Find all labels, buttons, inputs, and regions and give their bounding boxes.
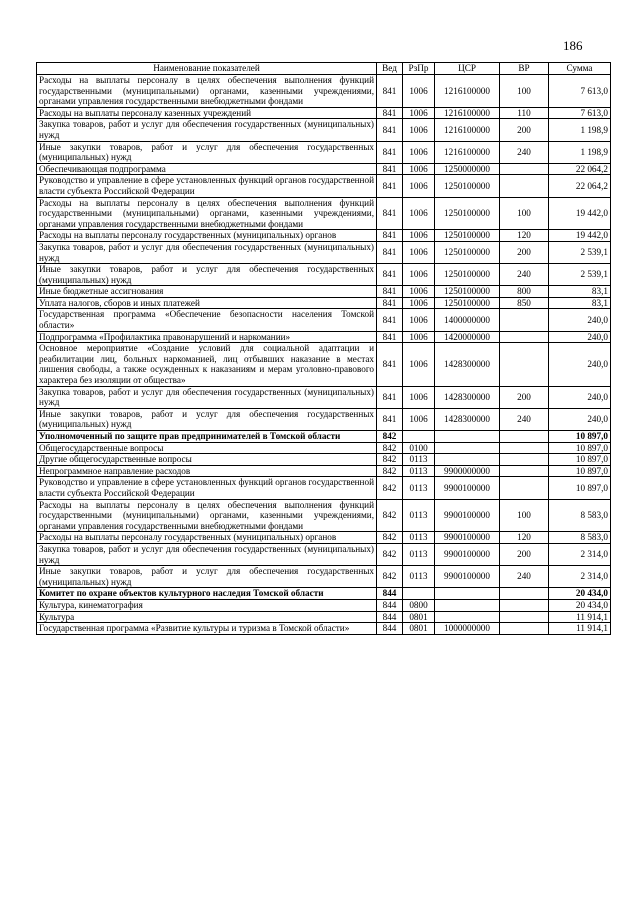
- table-row: [37, 309, 611, 331]
- cell-rzpr: 0801: [403, 623, 435, 635]
- cell-ved: 844: [377, 623, 403, 635]
- table-row: [37, 286, 611, 298]
- table-row: [37, 611, 611, 623]
- cell-ved: 842: [377, 477, 403, 499]
- cell-rzpr: [403, 431, 435, 443]
- header-name: Наименование показателей: [37, 63, 377, 75]
- table-row: [37, 343, 611, 386]
- cell-sum: 10 897,0: [549, 465, 611, 477]
- cell-rzpr: 1006: [403, 175, 435, 197]
- table-header-row: [37, 63, 611, 75]
- cell-rzpr: 0113: [403, 566, 435, 588]
- table-row: [37, 197, 611, 230]
- cell-ved: 841: [377, 119, 403, 141]
- cell-csr: 1216100000: [435, 141, 500, 163]
- cell-rzpr: 0113: [403, 465, 435, 477]
- cell-ved: 842: [377, 442, 403, 454]
- cell-csr: 1250100000: [435, 230, 500, 242]
- cell-vr: [500, 331, 549, 343]
- cell-rzpr: 1006: [403, 286, 435, 298]
- cell-name: Культура: [37, 611, 377, 623]
- cell-vr: 240: [500, 566, 549, 588]
- cell-rzpr: 0100: [403, 442, 435, 454]
- cell-csr: 1216100000: [435, 119, 500, 141]
- cell-sum: 10 897,0: [549, 442, 611, 454]
- budget-table: [36, 62, 611, 635]
- cell-vr: 110: [500, 107, 549, 119]
- cell-csr: 1000000000: [435, 623, 500, 635]
- cell-name: Непрограммное направление расходов: [37, 465, 377, 477]
- table-row: [37, 599, 611, 611]
- table-row: [37, 588, 611, 600]
- cell-name: Закупка товаров, работ и услуг для обеспечения государственных (муниципальных) нужд: [37, 241, 377, 263]
- cell-csr: 1216100000: [435, 75, 500, 108]
- cell-vr: [500, 442, 549, 454]
- cell-sum: 2 539,1: [549, 264, 611, 286]
- cell-csr: 9900100000: [435, 566, 500, 588]
- cell-ved: 841: [377, 286, 403, 298]
- cell-sum: 11 914,1: [549, 611, 611, 623]
- cell-ved: 842: [377, 566, 403, 588]
- table-row: [37, 499, 611, 532]
- cell-sum: 22 064,2: [549, 175, 611, 197]
- cell-name: Закупка товаров, работ и услуг для обеспечения государственных (муниципальных) нужд: [37, 386, 377, 408]
- cell-ved: 844: [377, 611, 403, 623]
- cell-name: Иные закупки товаров, работ и услуг для обеспечения государственных (муниципальных) нужд: [37, 264, 377, 286]
- cell-sum: 240,0: [549, 408, 611, 430]
- table-row: [37, 163, 611, 175]
- header-vr: ВР: [500, 63, 549, 75]
- cell-vr: 200: [500, 119, 549, 141]
- table-row: [37, 408, 611, 430]
- cell-rzpr: 0800: [403, 599, 435, 611]
- cell-csr: 1250100000: [435, 264, 500, 286]
- cell-csr: 9900100000: [435, 477, 500, 499]
- cell-name: Комитет по охране объектов культурного наследия Томской области: [37, 588, 377, 600]
- cell-csr: 1250100000: [435, 241, 500, 263]
- cell-sum: 19 442,0: [549, 230, 611, 242]
- cell-sum: 11 914,1: [549, 623, 611, 635]
- cell-name: Государственная программа «Развитие культуры и туризма в Томской области»: [37, 623, 377, 635]
- cell-sum: 83,1: [549, 297, 611, 309]
- cell-rzpr: 0801: [403, 611, 435, 623]
- cell-sum: 240,0: [549, 386, 611, 408]
- cell-csr: [435, 611, 500, 623]
- cell-csr: 1428300000: [435, 408, 500, 430]
- header-rzpr: РзПр: [403, 63, 435, 75]
- cell-ved: 842: [377, 532, 403, 544]
- cell-rzpr: 1006: [403, 107, 435, 119]
- cell-rzpr: 1006: [403, 241, 435, 263]
- cell-vr: 240: [500, 408, 549, 430]
- cell-name: Иные бюджетные ассигнования: [37, 286, 377, 298]
- table-row: [37, 431, 611, 443]
- cell-name: Культура, кинематография: [37, 599, 377, 611]
- cell-csr: 1420000000: [435, 331, 500, 343]
- cell-csr: 1400000000: [435, 309, 500, 331]
- cell-ved: 842: [377, 543, 403, 565]
- cell-csr: 1428300000: [435, 386, 500, 408]
- cell-vr: 240: [500, 264, 549, 286]
- cell-ved: 841: [377, 297, 403, 309]
- cell-name: Основное мероприятие «Создание условий для социальной адаптации и реабилитации лиц, больных наркоманией, лиц отбывших наказание в местах лишения свободы, а также осужденных к наказаниям и мерам уголовно-правового характера без изоляции от общества»: [37, 343, 377, 386]
- cell-vr: [500, 623, 549, 635]
- cell-rzpr: 1006: [403, 331, 435, 343]
- cell-name: Иные закупки товаров, работ и услуг для обеспечения государственных (муниципальных) нужд: [37, 408, 377, 430]
- cell-ved: 841: [377, 197, 403, 230]
- cell-vr: [500, 465, 549, 477]
- cell-sum: 10 897,0: [549, 454, 611, 466]
- cell-ved: 841: [377, 386, 403, 408]
- cell-sum: 1 198,9: [549, 119, 611, 141]
- cell-vr: 120: [500, 532, 549, 544]
- cell-name: Расходы на выплаты персоналу в целях обеспечения выполнения функций государственными (муниципальными) органами, казенными учреждениями, органами управления государственными внебюджетными фондами: [37, 499, 377, 532]
- cell-rzpr: 1006: [403, 297, 435, 309]
- cell-sum: 8 583,0: [549, 499, 611, 532]
- cell-sum: 8 583,0: [549, 532, 611, 544]
- table-row: [37, 465, 611, 477]
- header-ved: Вед: [377, 63, 403, 75]
- table-row: [37, 297, 611, 309]
- cell-name: Иные закупки товаров, работ и услуг для обеспечения государственных (муниципальных) нужд: [37, 566, 377, 588]
- cell-vr: 200: [500, 241, 549, 263]
- cell-rzpr: 0113: [403, 532, 435, 544]
- cell-vr: [500, 343, 549, 386]
- cell-rzpr: 1006: [403, 408, 435, 430]
- cell-csr: 1428300000: [435, 343, 500, 386]
- cell-name: Закупка товаров, работ и услуг для обеспечения государственных (муниципальных) нужд: [37, 119, 377, 141]
- cell-rzpr: 1006: [403, 141, 435, 163]
- table-row: [37, 623, 611, 635]
- table-row: [37, 331, 611, 343]
- cell-sum: 20 434,0: [549, 588, 611, 600]
- cell-vr: 850: [500, 297, 549, 309]
- cell-sum: 83,1: [549, 286, 611, 298]
- cell-ved: 841: [377, 230, 403, 242]
- cell-ved: 841: [377, 141, 403, 163]
- cell-sum: 240,0: [549, 343, 611, 386]
- cell-ved: 841: [377, 175, 403, 197]
- cell-rzpr: 1006: [403, 75, 435, 108]
- cell-ved: 841: [377, 408, 403, 430]
- cell-vr: [500, 309, 549, 331]
- cell-csr: 9900100000: [435, 532, 500, 544]
- cell-name: Расходы на выплаты персоналу государственных (муниципальных) органов: [37, 532, 377, 544]
- cell-name: Общегосударственные вопросы: [37, 442, 377, 454]
- cell-vr: [500, 454, 549, 466]
- cell-rzpr: 1006: [403, 264, 435, 286]
- table-row: [37, 107, 611, 119]
- header-sum: Сумма: [549, 63, 611, 75]
- cell-name: Подпрограмма «Профилактика правонарушений и наркомании»: [37, 331, 377, 343]
- cell-csr: [435, 431, 500, 443]
- cell-ved: 841: [377, 343, 403, 386]
- cell-vr: [500, 611, 549, 623]
- table-row: [37, 141, 611, 163]
- cell-sum: 7 613,0: [549, 107, 611, 119]
- table-row: [37, 75, 611, 108]
- cell-vr: [500, 477, 549, 499]
- cell-rzpr: 1006: [403, 163, 435, 175]
- table-row: [37, 230, 611, 242]
- table-row: [37, 442, 611, 454]
- cell-name: Расходы на выплаты персоналу государственных (муниципальных) органов: [37, 230, 377, 242]
- cell-rzpr: 0113: [403, 499, 435, 532]
- cell-rzpr: 0113: [403, 477, 435, 499]
- table-row: [37, 241, 611, 263]
- cell-vr: 200: [500, 386, 549, 408]
- cell-rzpr: [403, 588, 435, 600]
- cell-name: Расходы на выплаты персоналу в целях обеспечения выполнения функций государственными (муниципальными) органами, казенными учреждениями, органами управления государственными внебюджетными фондами: [37, 197, 377, 230]
- cell-sum: 20 434,0: [549, 599, 611, 611]
- cell-sum: 10 897,0: [549, 477, 611, 499]
- cell-vr: 100: [500, 75, 549, 108]
- cell-sum: 10 897,0: [549, 431, 611, 443]
- cell-name: Расходы на выплаты персоналу казенных учреждений: [37, 107, 377, 119]
- cell-csr: 9900100000: [435, 543, 500, 565]
- cell-ved: 844: [377, 588, 403, 600]
- cell-name: Другие общегосударственные вопросы: [37, 454, 377, 466]
- cell-name: Закупка товаров, работ и услуг для обеспечения государственных (муниципальных) нужд: [37, 543, 377, 565]
- cell-vr: [500, 588, 549, 600]
- cell-sum: 240,0: [549, 331, 611, 343]
- table-row: [37, 175, 611, 197]
- cell-csr: 1250000000: [435, 163, 500, 175]
- cell-ved: 844: [377, 599, 403, 611]
- table-row: [37, 264, 611, 286]
- cell-vr: [500, 175, 549, 197]
- cell-rzpr: 1006: [403, 119, 435, 141]
- cell-ved: 841: [377, 163, 403, 175]
- cell-vr: 800: [500, 286, 549, 298]
- cell-ved: 841: [377, 264, 403, 286]
- cell-sum: 240,0: [549, 309, 611, 331]
- cell-csr: 1250100000: [435, 197, 500, 230]
- cell-vr: [500, 163, 549, 175]
- table-row: [37, 543, 611, 565]
- cell-ved: 842: [377, 499, 403, 532]
- cell-csr: 1250100000: [435, 286, 500, 298]
- cell-ved: 841: [377, 241, 403, 263]
- cell-ved: 842: [377, 454, 403, 466]
- cell-vr: [500, 431, 549, 443]
- cell-rzpr: 1006: [403, 343, 435, 386]
- cell-sum: 7 613,0: [549, 75, 611, 108]
- cell-vr: 240: [500, 141, 549, 163]
- table-row: [37, 477, 611, 499]
- header-csr: ЦСР: [435, 63, 500, 75]
- cell-csr: 9900000000: [435, 465, 500, 477]
- cell-vr: 100: [500, 499, 549, 532]
- table-body: [37, 75, 611, 635]
- cell-rzpr: 1006: [403, 309, 435, 331]
- cell-csr: [435, 442, 500, 454]
- cell-sum: 22 064,2: [549, 163, 611, 175]
- cell-sum: 19 442,0: [549, 197, 611, 230]
- cell-vr: 200: [500, 543, 549, 565]
- cell-name: Руководство и управление в сфере установленных функций органов государственной власти субъекта Российской Федерации: [37, 175, 377, 197]
- cell-ved: 841: [377, 107, 403, 119]
- cell-ved: 841: [377, 331, 403, 343]
- cell-name: Руководство и управление в сфере установленных функций органов государственной власти субъекта Российской Федерации: [37, 477, 377, 499]
- cell-name: Уполномоченный по защите прав предпринимателей в Томской области: [37, 431, 377, 443]
- cell-vr: [500, 599, 549, 611]
- cell-csr: 9900100000: [435, 499, 500, 532]
- table-row: [37, 454, 611, 466]
- cell-ved: 841: [377, 75, 403, 108]
- cell-vr: 120: [500, 230, 549, 242]
- cell-sum: 2 314,0: [549, 566, 611, 588]
- cell-ved: 841: [377, 309, 403, 331]
- cell-vr: 100: [500, 197, 549, 230]
- cell-csr: 1216100000: [435, 107, 500, 119]
- cell-rzpr: 0113: [403, 454, 435, 466]
- cell-sum: 1 198,9: [549, 141, 611, 163]
- cell-csr: 1250100000: [435, 297, 500, 309]
- cell-csr: 1250100000: [435, 175, 500, 197]
- cell-rzpr: 0113: [403, 543, 435, 565]
- cell-rzpr: 1006: [403, 197, 435, 230]
- cell-name: Иные закупки товаров, работ и услуг для обеспечения государственных (муниципальных) нужд: [37, 141, 377, 163]
- table-row: [37, 386, 611, 408]
- cell-name: Уплата налогов, сборов и иных платежей: [37, 297, 377, 309]
- cell-name: Расходы на выплаты персоналу в целях обеспечения выполнения функций государственными (муниципальными) органами, казенными учреждениями, органами управления государственными внебюджетными фондами: [37, 75, 377, 108]
- cell-ved: 842: [377, 431, 403, 443]
- cell-csr: [435, 588, 500, 600]
- cell-name: Обеспечивающая подпрограмма: [37, 163, 377, 175]
- page-number: 186: [563, 38, 583, 53]
- table-row: [37, 119, 611, 141]
- cell-rzpr: 1006: [403, 230, 435, 242]
- cell-csr: [435, 454, 500, 466]
- table-row: [37, 566, 611, 588]
- table-row: [37, 532, 611, 544]
- cell-csr: [435, 599, 500, 611]
- cell-sum: 2 314,0: [549, 543, 611, 565]
- cell-ved: 842: [377, 465, 403, 477]
- cell-rzpr: 1006: [403, 386, 435, 408]
- cell-name: Государственная программа «Обеспечение безопасности населения Томской области»: [37, 309, 377, 331]
- cell-sum: 2 539,1: [549, 241, 611, 263]
